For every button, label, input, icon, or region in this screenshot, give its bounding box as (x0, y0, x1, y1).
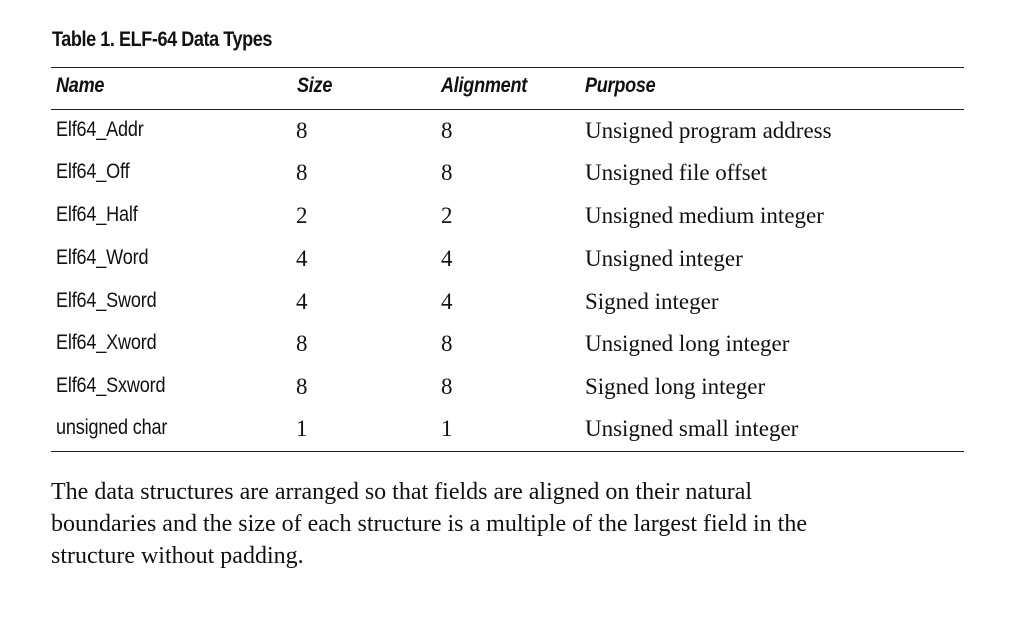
paragraph-line: The data structures are arranged so that fields are aligned on their natural (51, 479, 753, 505)
cell-size: 8 (296, 374, 308, 399)
table-header-rule (51, 109, 964, 110)
cell-purpose: Unsigned program address (585, 118, 832, 143)
cell-purpose: Signed integer (585, 289, 719, 314)
cell-alignment: 4 (441, 289, 453, 314)
cell-size: 8 (296, 118, 308, 143)
cell-size: 4 (296, 289, 308, 314)
cell-purpose: Unsigned small integer (585, 416, 799, 441)
cell-name: Elf64_Half (56, 203, 138, 226)
cell-name: Elf64_Sword (56, 289, 157, 312)
cell-size: 1 (296, 416, 308, 441)
cell-alignment: 8 (441, 118, 453, 143)
header-alignment: Alignment (441, 74, 527, 97)
cell-name: Elf64_Off (56, 160, 130, 183)
cell-alignment: 8 (441, 160, 453, 185)
cell-alignment: 2 (441, 203, 453, 228)
cell-size: 4 (296, 246, 308, 271)
header-name: Name (56, 74, 105, 97)
cell-size: 8 (296, 160, 308, 185)
cell-alignment: 8 (441, 374, 453, 399)
cell-purpose: Unsigned long integer (585, 331, 790, 356)
paragraph-line: structure without padding. (51, 543, 304, 569)
cell-name: unsigned char (56, 416, 168, 439)
cell-alignment: 4 (441, 246, 453, 271)
cell-alignment: 1 (441, 416, 453, 441)
cell-name: Elf64_Sxword (56, 374, 166, 397)
cell-purpose: Unsigned integer (585, 246, 743, 271)
cell-name: Elf64_Word (56, 246, 149, 269)
cell-purpose: Unsigned file offset (585, 160, 768, 185)
cell-purpose: Unsigned medium integer (585, 203, 824, 228)
paragraph-line: boundaries and the size of each structure is a multiple of the largest field in the (51, 511, 807, 537)
header-purpose: Purpose (585, 74, 656, 97)
table-bottom-rule (51, 451, 964, 452)
table-top-rule (51, 67, 964, 68)
cell-name: Elf64_Addr (56, 118, 144, 141)
cell-purpose: Signed long integer (585, 374, 766, 399)
cell-size: 2 (296, 203, 308, 228)
cell-name: Elf64_Xword (56, 331, 157, 354)
header-size: Size (297, 74, 333, 97)
cell-size: 8 (296, 331, 308, 356)
table-caption: Table 1. ELF-64 Data Types (52, 28, 272, 51)
body-paragraph (51, 476, 991, 572)
cell-alignment: 8 (441, 331, 453, 356)
